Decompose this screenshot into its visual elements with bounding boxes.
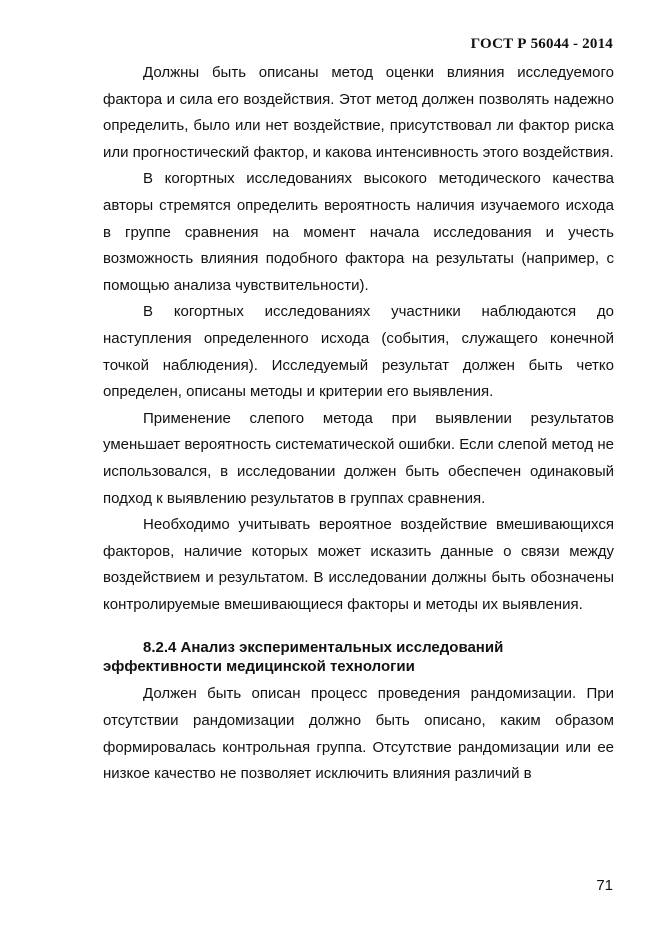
section-heading-line2: эффективности медицинской технологии <box>103 657 415 675</box>
page-number: 71 <box>596 877 613 894</box>
paragraph-cohort-quality: В когортных исследованиях высокого методического качества авторы стремятся определить вероятность наличия изучаемого исхода в группе сравнения на момент начала исследования и учесть возможность влияния подобного фактора на результаты (например, с помощью анализа чувствительности). <box>103 170 614 294</box>
paragraph-randomization: Должен быть описан процесс проведения рандомизации. При отсутствии рандомизации должно быть описано, каким образом формировалась контрольная группа. Отсутствие рандомизации или ее низкое качество не позволяет исключить влияния различий в <box>103 685 614 783</box>
document-body <box>103 60 614 788</box>
section-heading-line1: 8.2.4 Анализ экспериментальных исследований <box>143 639 504 657</box>
section-heading <box>103 639 614 676</box>
paragraph-blinding: Применение слепого метода при выявлении результатов уменьшает вероятность систематической ошибки. Если слепой метод не использовался, в исследовании должен быть обеспечен одинаковый подход к выявлению результатов в группах сравнения. <box>103 409 614 507</box>
paragraph-cohort-outcome: В когортных исследованиях участники наблюдаются до наступления определенного исхода (события, служащего конечной точкой наблюдения). Исследуемый результат должен быть четко определен, описаны методы и критерии его выявления. <box>103 303 614 401</box>
paragraph-confounders: Необходимо учитывать вероятное воздействие вмешивающихся факторов, наличие которых может исказить данные о связи между воздействием и результатом. В исследовании должны быть обозначены контролируемые вмешивающиеся факторы и методы их выявления. <box>103 516 614 613</box>
paragraph-exposure-assessment: Должны быть описаны метод оценки влияния исследуемого фактора и сила его воздействия. Этот метод должен позволять надежно определить, было или нет воздействие, присутствовал ли фактор риска или прогностический фактор, и какова интенсивность этого воздействия. <box>103 64 614 161</box>
document-standard-header: ГОСТ Р 56044 - 2014 <box>470 36 613 52</box>
